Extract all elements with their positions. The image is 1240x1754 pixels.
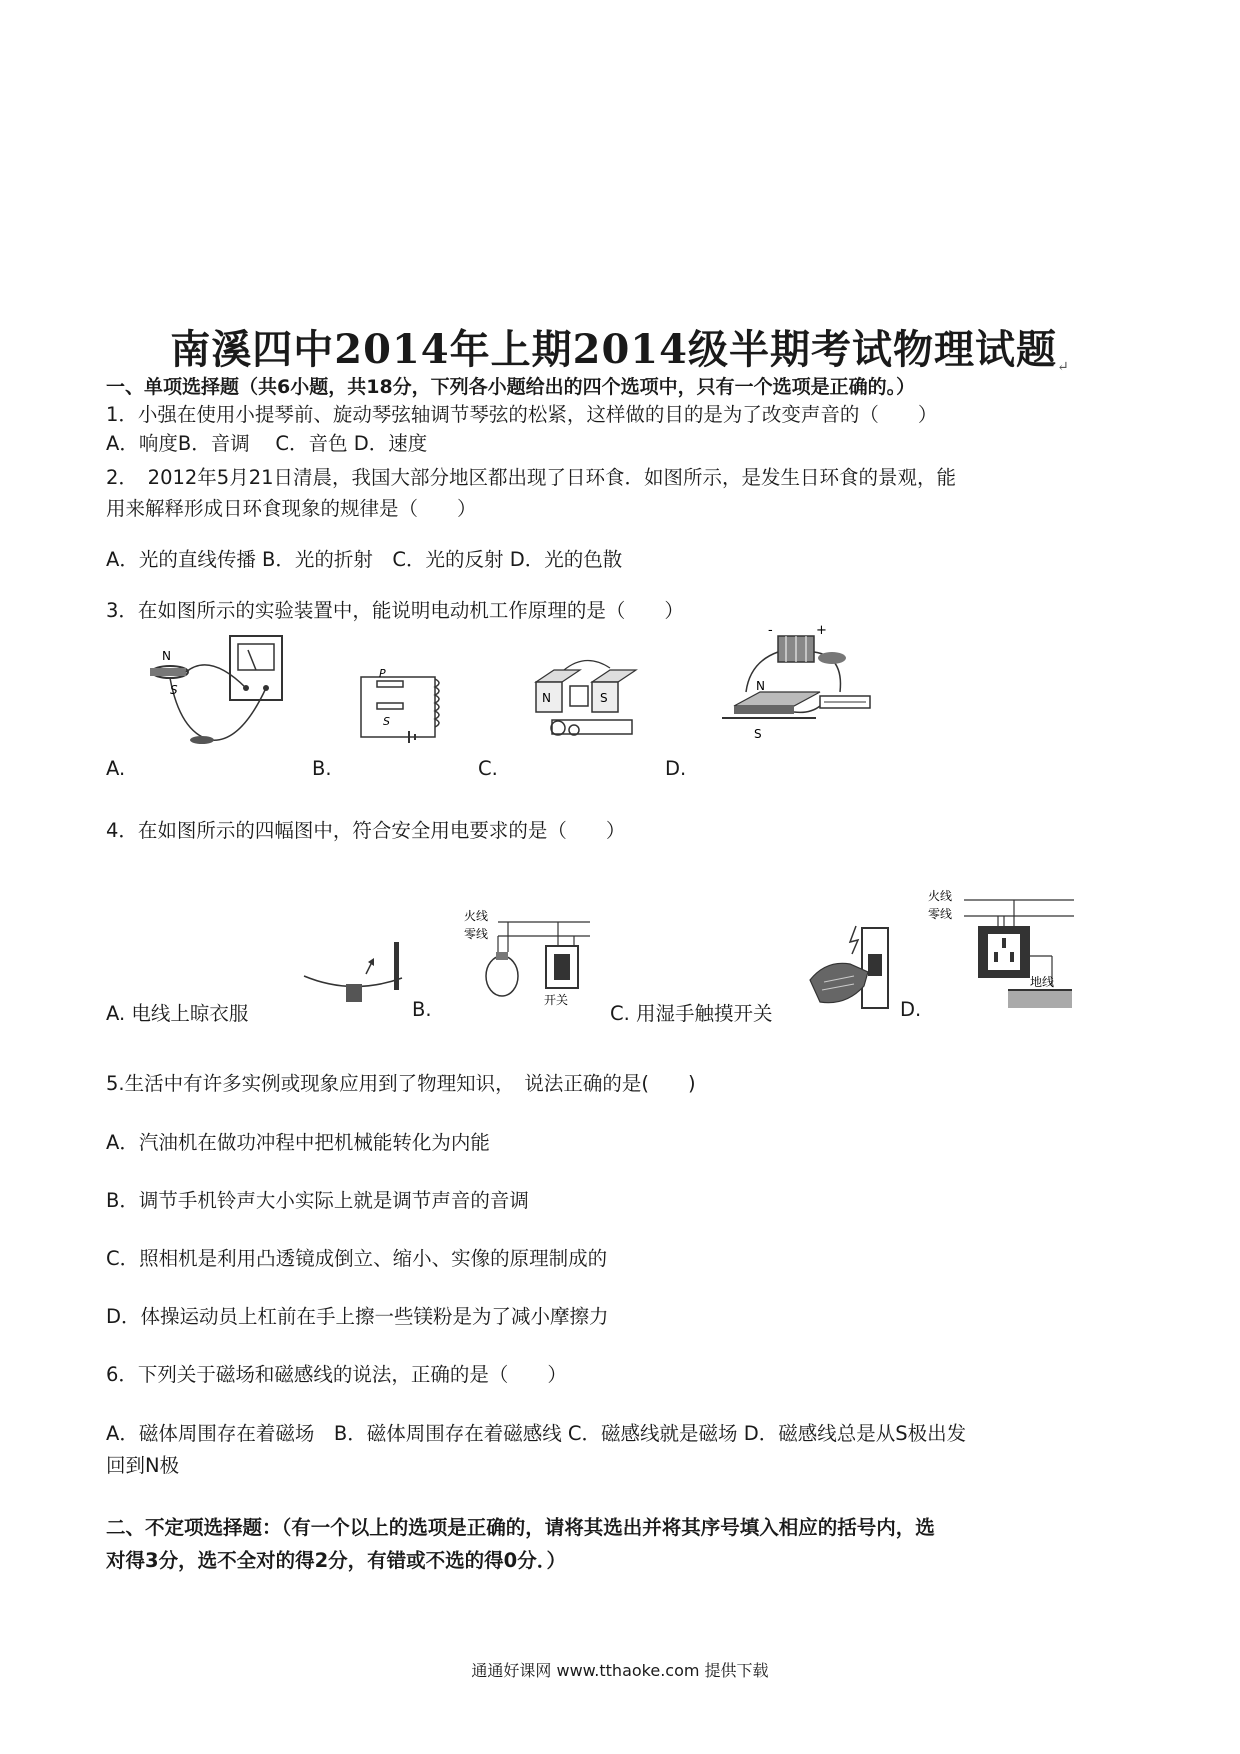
q4-figure-d xyxy=(928,886,1074,1014)
return-mark-icon: ↵ xyxy=(1056,359,1070,375)
q3-figure-c xyxy=(530,648,642,748)
section1-heading: 一、单项选择题（共6小题，共18分，下列各小题给出的四个选项中，只有一个选项是正确的。） xyxy=(106,376,916,398)
q5-stem: 5.生活中有许多实例或现象应用到了物理知识， 说法正确的是( ) xyxy=(106,1072,696,1095)
q4-b-switch: 开关 xyxy=(544,993,569,1007)
q3-a-s: S xyxy=(170,683,178,697)
q4-label-c: C. 用湿手触摸开关 xyxy=(610,1002,773,1025)
q3-figure-a xyxy=(140,632,288,752)
q1-stem: 1．小强在使用小提琴前、旋动琴弦轴调节琴弦的松紧，这样做的目的是为了改变声音的（ ） xyxy=(106,403,938,426)
section2-heading-line2: 对得3分，选不全对的得2分，有错或不选的得0分．） xyxy=(106,1549,566,1572)
q6-options-line1: A．磁体周围存在着磁场 B．磁体周围存在着磁感线 C．磁感线就是磁场 D．磁感线总是从S极出发 xyxy=(106,1422,967,1445)
q3-label-b: B. xyxy=(312,757,332,780)
q2-options: A．光的直线传播 B．光的折射 C．光的反射 D．光的色散 xyxy=(106,548,623,571)
q1-options: A．响度B．音调 C．音色 D．速度 xyxy=(106,432,428,455)
q3-c-s: S xyxy=(600,691,608,705)
q3-a-n: N xyxy=(162,649,171,663)
q6-stem: 6．下列关于磁场和磁感线的说法，正确的是（ ） xyxy=(106,1363,567,1386)
q4-b-neutral: 零线 xyxy=(464,927,489,941)
title-text: 南溪四中2014年上期2014级半期考试物理试题 xyxy=(170,326,1057,373)
q5-option-b: B．调节手机铃声大小实际上就是调节声音的音调 xyxy=(106,1189,529,1212)
q3-stem: 3．在如图所示的实验装置中，能说明电动机工作原理的是（ ） xyxy=(106,599,684,622)
q4-d-ground: 地线 xyxy=(1030,975,1055,989)
q3-label-c: C. xyxy=(478,757,498,780)
q5-option-a: A．汽油机在做功冲程中把机械能转化为内能 xyxy=(106,1131,490,1154)
q3-d-minus: - xyxy=(768,623,773,638)
q3-label-a: A. xyxy=(106,757,126,780)
q4-figure-c xyxy=(806,920,892,1012)
q3-b-p: P xyxy=(379,667,386,680)
q3-c-n: N xyxy=(542,691,551,705)
q3-d-plus: + xyxy=(816,623,827,638)
page-footer: 通通好课网 www.tthaoke.com 提供下载 xyxy=(471,1661,769,1680)
q3-figure-b xyxy=(355,665,463,747)
q4-d-neutral: 零线 xyxy=(928,907,953,921)
section2-heading-line1: 二、不定项选择题：（有一个以上的选项是正确的，请将其选出并将其序号填入相应的括号内，选 xyxy=(106,1516,935,1539)
q4-label-d: D. xyxy=(900,998,922,1021)
q3-figure-d xyxy=(720,622,872,752)
q3-d-n: N xyxy=(756,679,765,693)
q4-label-a: A. 电线上晾衣服 xyxy=(106,1002,249,1025)
q4-stem: 4．在如图所示的四幅图中，符合安全用电要求的是（ ） xyxy=(106,819,626,842)
q4-label-b: B. xyxy=(412,998,432,1021)
q3-b-s: S xyxy=(383,715,390,728)
page-title xyxy=(0,318,1240,375)
q4-d-live: 火线 xyxy=(928,889,953,903)
q5-option-c: C．照相机是利用凸透镜成倒立、缩小、实像的原理制成的 xyxy=(106,1247,608,1270)
q3-label-d: D. xyxy=(665,757,687,780)
q4-figure-b xyxy=(462,900,590,1012)
q3-d-s: S xyxy=(754,727,762,741)
q4-figure-a xyxy=(302,932,404,1010)
q6-options-line2: 回到N极 xyxy=(106,1454,180,1477)
q5-option-d: D．体操运动员上杠前在手上擦一些镁粉是为了减小摩擦力 xyxy=(106,1305,609,1328)
q2-stem-line2: 用来解释形成日环食现象的规律是（ ） xyxy=(106,497,477,520)
q4-b-live: 火线 xyxy=(464,909,489,923)
q2-stem-line1: 2． 2012年5月21日清晨，我国大部分地区都出现了日环食．如图所示，是发生日环食的景观，能 xyxy=(106,466,957,489)
